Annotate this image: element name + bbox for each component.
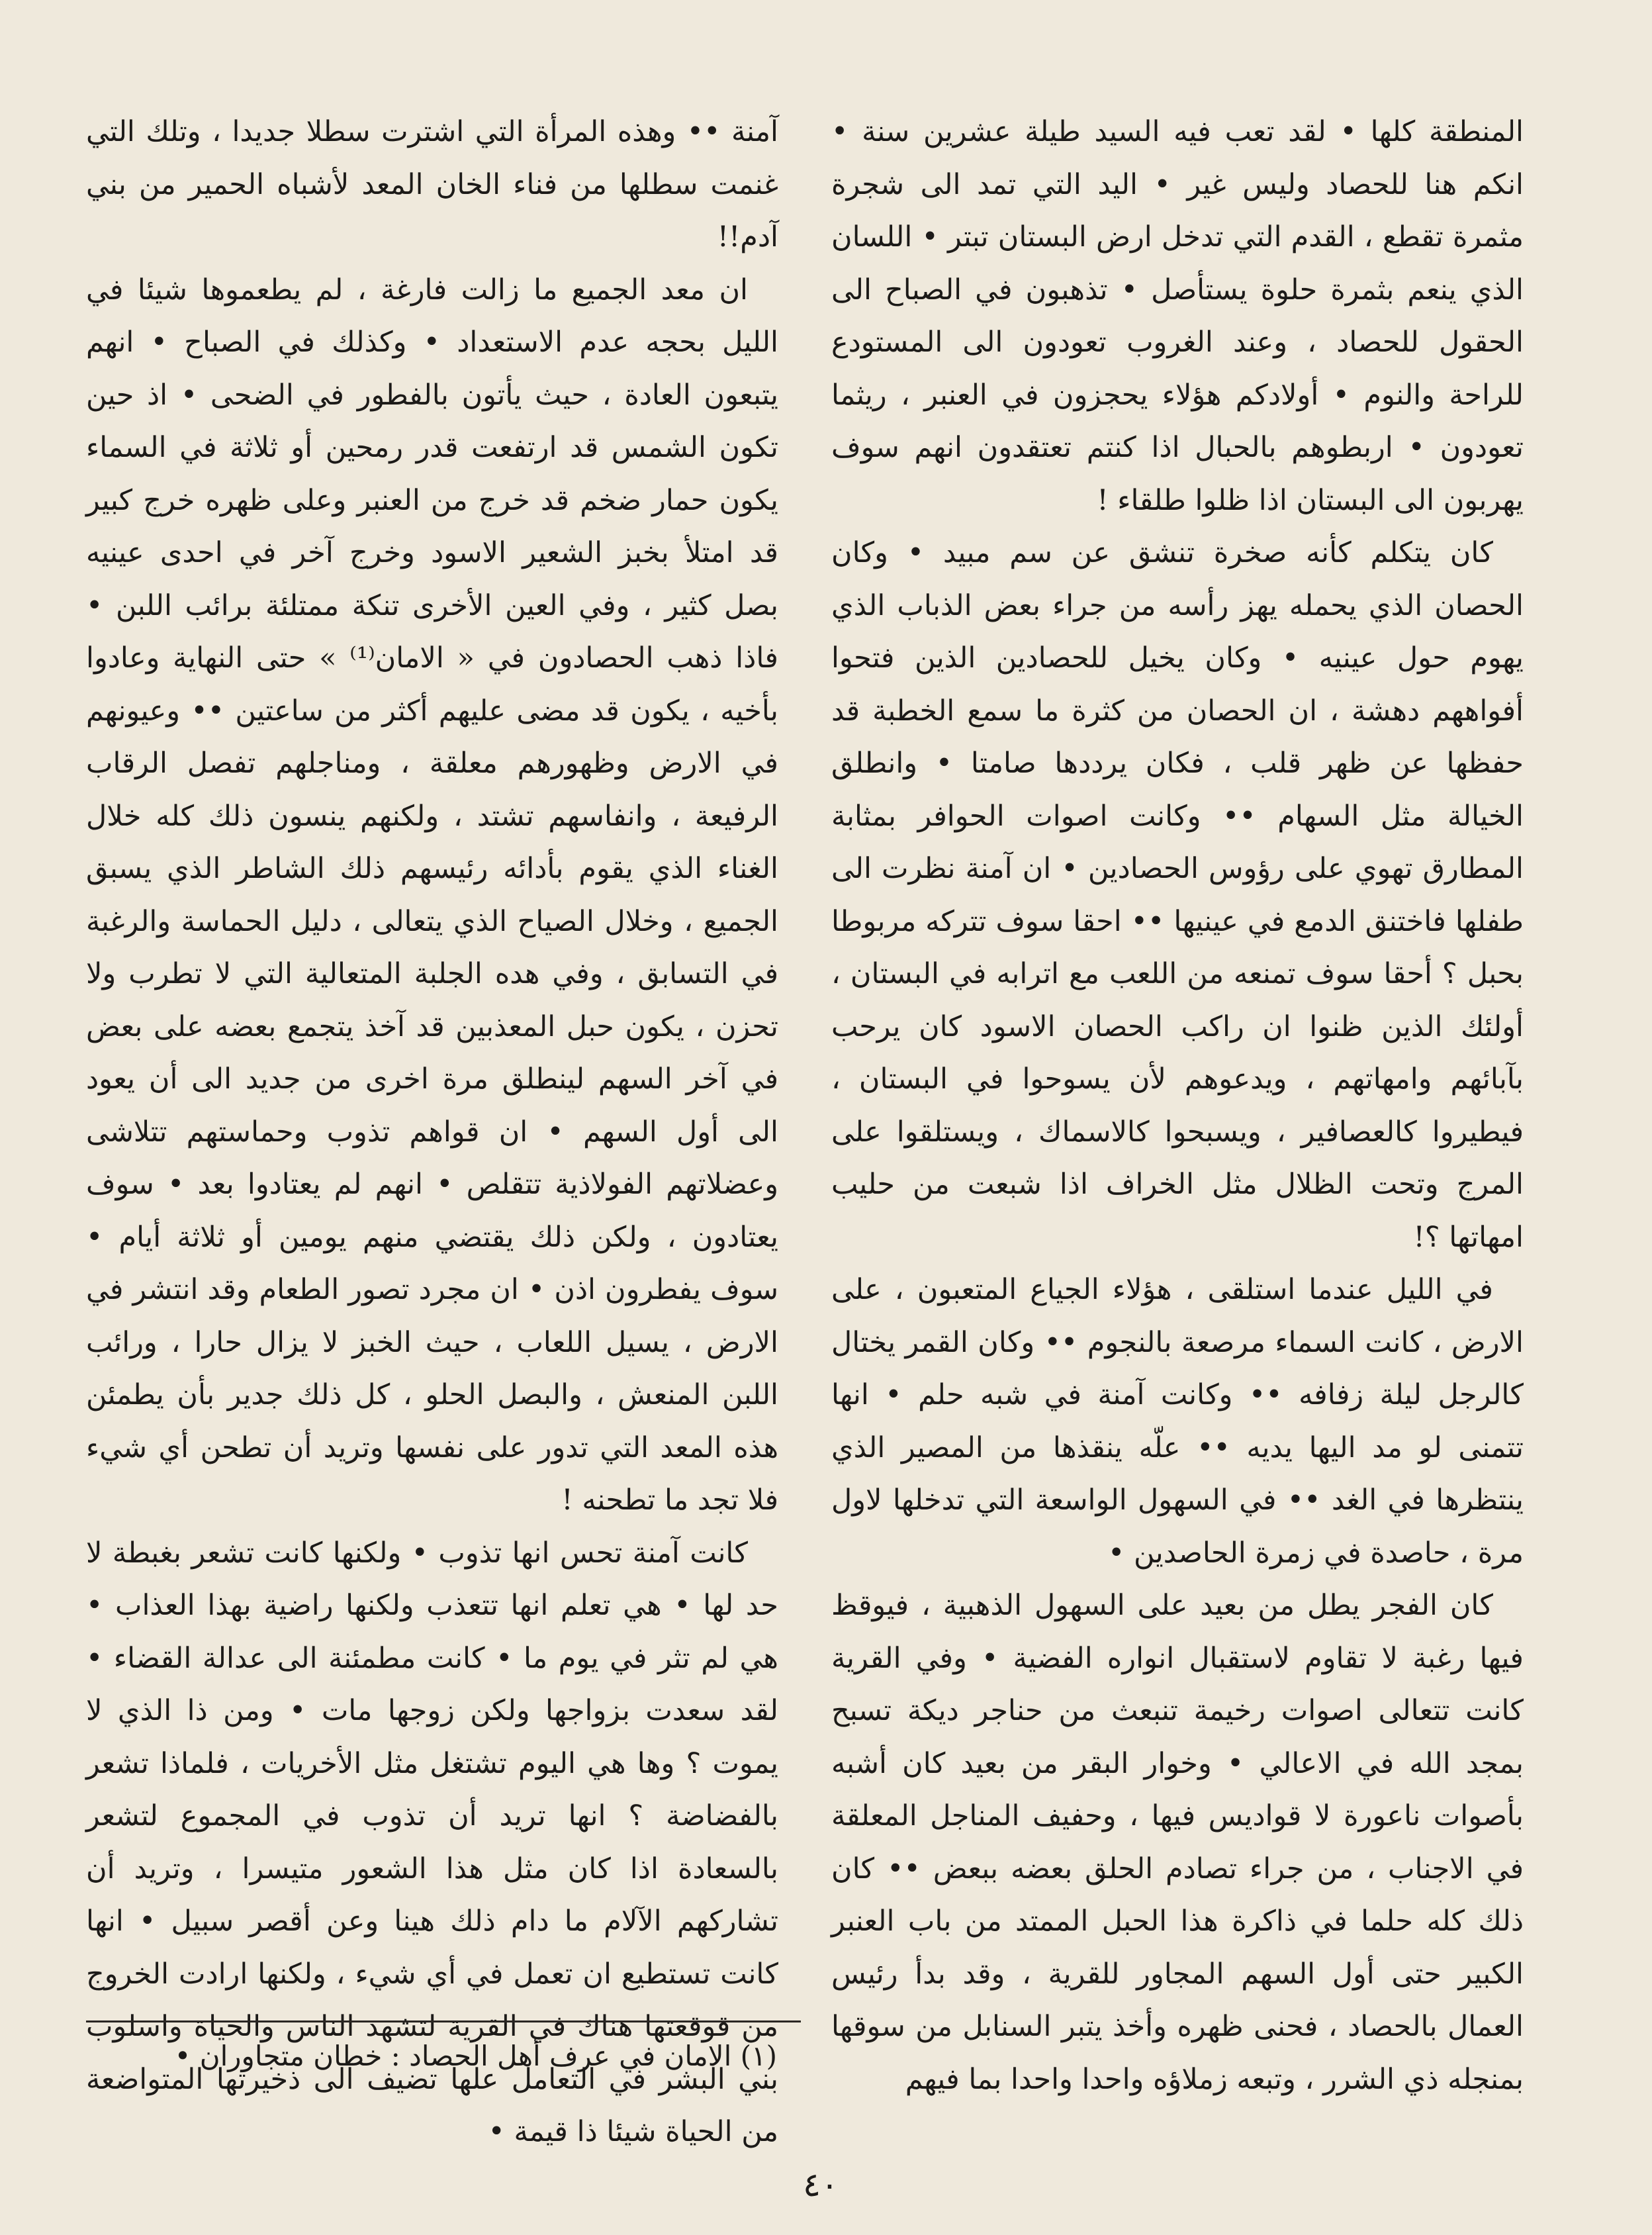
paragraph: في الليل عندما استلقى ، هؤلاء الجياع المتعبون ، على الارض ، كانت السماء مرصعة بالنجوم •• وكان القمر يختال كالرجل ليلة زفافه •• وكانت آمنة في شبه حلم • انها تتمنى لو مد اليها يديه •• علّه ينقذها من المصير الذي ينتظرها في الغد •• في السهول الواسعة التي تدخلها لاول مرة ، حاصدة في زمرة الحاصدين • [831, 1273, 1524, 1570]
paragraph: كان يتكلم كأنه صخرة تنشق عن سم مبيد • وكان الحصان الذي يحمله يهز رأسه من جراء بعض الذباب الذي يهوم حول عينيه • وكان يخيل للحصادين الذين فتحوا أفواههم دهشة ، ان الحصان من كثرة ما سمع الخطبة قد حفظها عن ظهر قلب ، فكان يرددها صامتا • وانطلق الخيالة مثل السهام •• وكانت اصوات الحوافر بمثابة المطارق تهوي على رؤوس الحصادين • ان آمنة نظرت الى طفلها فاختنق الدمع في عينيها •• احقا سوف تتركه مربوطا بحبل ؟ أحقا سوف تمنعه من اللعب مع اترابه في البستان ، أولئك الذين ظنوا ان راكب الحصان الاسود كان يرحب بآبائهم وامهاتهم ، ويدعوهم لأن يسوحوا في البستان ، فيطيروا كالعصافير ، ويسبحوا كالاسماك ، ويستلقوا على المرج وتحت الظلال مثل الخراف اذا شبعت من حليب امهاتها ؟! [831, 536, 1524, 1254]
paragraph: كان الفجر يطل من بعيد على السهول الذهبية ، فيوقظ فيها رغبة لا تقاوم لاستقبال انواره الفضية • وفي القرية كانت تتعالى اصوات رخيمة تنبعث من حناجر ديكة تسبح بمجد الله في الاعالي • وخوار البقر من بعيد كان أشبه بأصوات ناعورة لا قواديس فيها ، وحفيف المناجل المعلقة في الاجناب ، من جراء تصادم الحلق بعضه ببعض •• كان ذلك كله حلما في ذاكرة هذا الحبل الممتد من باب العنبر الكبير حتى أول السهم المجاور للقرية ، وقد بدأ رئيس العمال بالحصاد ، فحنى ظهره وأخذ يتبر السنابل من سوقها بمنجله ذي الشرر ، وتبعه زملاؤه واحدا واحدا بما فيهم [831, 1589, 1524, 2096]
paragraph: آمنة •• وهذه المرأة التي اشترت سطلا جديدا ، وتلك التي غنمت سطلها من فناء الخان المعد لأشباه الحمير من بني آدم!! [86, 115, 778, 254]
footnote: (١) الامان في عرف أهل الحصاد : خطان متجاوران • [174, 2040, 777, 2072]
paragraph: المنطقة كلها • لقد تعب فيه السيد طيلة عشرين سنة • انكم هنا للحصاد وليس غير • اليد التي تمد الى شجرة مثمرة تقطع ، القدم التي تدخل ارض البستان تبتر • اللسان الذي ينعم بثمرة حلوة يستأصل • تذهبون في الصباح الى الحقول للحصاد ، وعند الغروب تعودون الى المستودع للراحة والنوم • أولادكم هؤلاء يحجزون في العنبر ، ريثما تعودون • اربطوهم بالحبال اذا كنتم تعتقدون انهم سوف يهربون الى البستان اذا ظلوا طلقاء ! [831, 115, 1524, 517]
footnote-divider [86, 2021, 801, 2022]
left-text-column [86, 106, 778, 2148]
right-text-column [831, 106, 1524, 2132]
page-number: ٤٠ [803, 2165, 839, 2204]
paragraph: كانت آمنة تحس انها تذوب • ولكنها كانت تشعر بغبطة لا حد لها • هي تعلم انها تتعذب ولكنها راضية بهذا العذاب • هي لم تثر في يوم ما • كانت مطمئنة الى عدالة القضاء • لقد سعدت بزواجها ولكن زوجها مات • ومن ذا الذي لا يموت ؟ وها هي اليوم تشتغل مثل الأخريات ، فلماذا تشعر بالفضاضة ؟ انها تريد أن تذوب في المجموع لتشعر بالسعادة اذا كان مثل هذا الشعور متيسرا ، وتريد أن تشاركهم الآلام ما دام ذلك هينا وعن أقصر سبيل • انها كانت تستطيع ان تعمل في أي شيء ، ولكنها ارادت الخروج من قوقعتها هناك في القرية لتشهد الناس والحياة واسلوب بني البشر في التعامل علها تضيف الى ذخيرتها المتواضعة من الحياة شيئا ذا قيمة • [86, 1536, 778, 2148]
paragraph: ان معد الجميع ما زالت فارغة ، لم يطعموها شيئا في الليل بحجه عدم الاستعداد • وكذلك في الصباح • انهم يتبعون العادة ، حيث يأتون بالفطور في الضحى • اذ حين تكون الشمس قد ارتفعت قدر رمحين أو ثلاثة في السماء يكون حمار ضخم قد خرج من العنبر وعلى ظهره خرج كبير قد امتلأ بخبز الشعير الاسود وخرج آخر في احدى عينيه بصل كثير ، وفي العين الأخرى تنكة ممتلئة برائب اللبن • فاذا ذهب الحصادون في « الامان⁽¹⁾ » حتى النهاية وعادوا بأخيه ، يكون قد مضى عليهم أكثر من ساعتين •• وعيونهم في الارض وظهورهم معلقة ، ومناجلهم تفصل الرقاب الرفيعة ، وانفاسهم تشتد ، ولكنهم ينسون ذلك كله خلال الغناء الذي يقوم بأدائه رئيسهم ذلك الشاطر الذي يسبق الجميع ، وخلال الصياح الذي يتعالى ، دليل الحماسة والرغبة في التسابق ، وفي هده الجلبة المتعالية التي لا تطرب ولا تحزن ، يكون حبل المعذبين قد آخذ يتجمع بعضه على بعض في آخر السهم لينطلق مرة اخرى من جديد الى أن يعود الى أول السهم • ان قواهم تذوب وحماستهم تتلاشى وعضلاتهم الفولاذية تتقلص • انهم لم يعتادوا بعد • سوف يعتادون ، ولكن ذلك يقتضي منهم يومين أو ثلاثة أيام • سوف يفطرون اذن • ان مجرد تصور الطعام وقد انتشر في الارض ، يسيل اللعاب ، حيث الخبز لا يزال حارا ، ورائب اللبن المنعش ، والبصل الحلو ، كل ذلك جدير بأن يطمئن هذه المعد التي تدور على نفسها وتريد أن تطحن أي شيء فلا تجد ما تطحنه ! [86, 273, 778, 1517]
